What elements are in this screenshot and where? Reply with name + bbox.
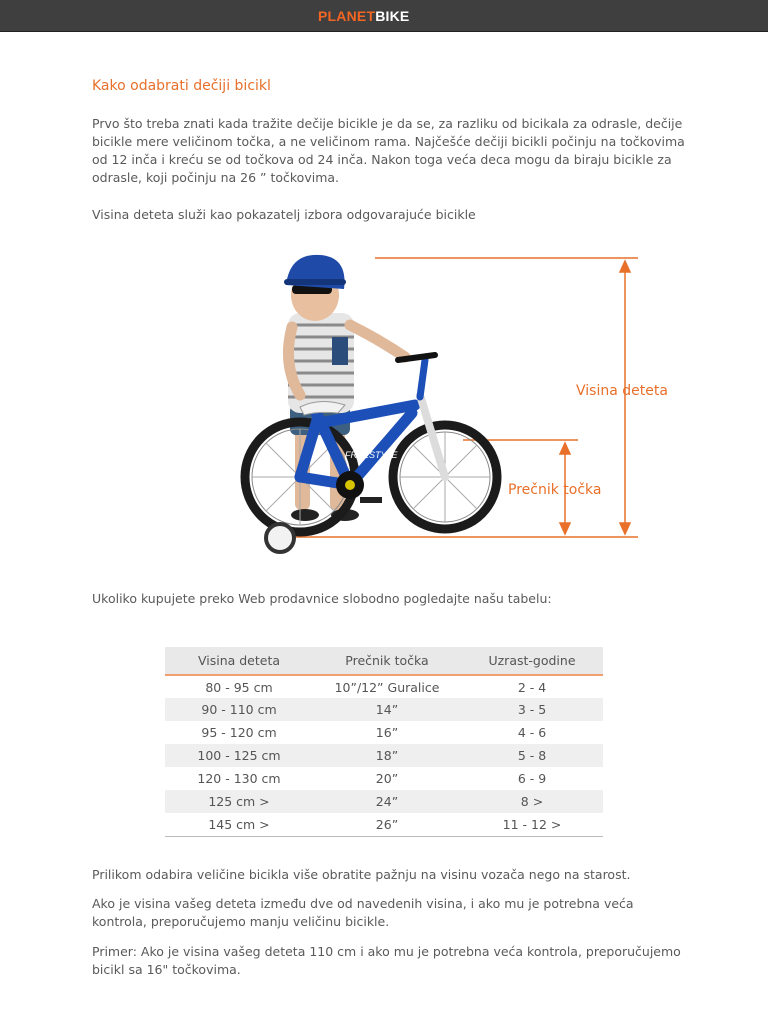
- cell-wheel: 14”: [313, 698, 461, 721]
- cell-age: 11 - 12 >: [461, 813, 603, 836]
- cell-age: 6 - 9: [517, 771, 547, 786]
- cell-height: 100 - 125 cm: [165, 744, 313, 767]
- table-header-row: [165, 647, 603, 675]
- bike-brand-text: FREESTYLE: [345, 450, 398, 460]
- cell-height: 80 - 95 cm: [205, 679, 273, 695]
- logo-part-bike: BIKE: [375, 8, 410, 24]
- child-height-label: Visina deteta: [576, 383, 668, 399]
- intro-paragraph: Prvo što treba znati kada tražite dečije bicikle je da se, za razliku od bicikala za odrasle, dečije bicikle mere veličinom točka, a ne veličinom rama. Najčešće dečiji bicikli počinju na točkovima od 12 inča i kreću se od točkova od 24 inča. Nakon toga veća deca mogu da biraju bicikle za odrasle, koji počinju na 26 ” točkovima.: [92, 116, 685, 185]
- cell-height: 125 cm >: [165, 790, 313, 813]
- column-header-wheel-diameter: Prečnik točka: [313, 647, 461, 675]
- column-header-age: Uzrast-godine: [461, 647, 603, 675]
- table-row: [165, 698, 603, 721]
- cell-wheel: 16”: [375, 725, 399, 740]
- note-example: Primer: Ako je visina vašeg deteta 110 cm i ako mu je potrebna veća kontrola, preporučujemo bicikl sa 16" točkovima.: [92, 944, 681, 977]
- table-row: [165, 790, 603, 813]
- page-title: Kako odabrati dečiji bicikl: [92, 78, 271, 94]
- table-row: [165, 744, 603, 767]
- top-bar: [0, 0, 768, 32]
- column-header-child-height: Visina deteta: [165, 647, 313, 675]
- cell-height: 145 cm >: [165, 813, 313, 836]
- cell-age: 5 - 8: [461, 744, 603, 767]
- note-between-sizes: Ako je visina vašeg deteta između dve od navedenih visina, i ako mu je potrebna veća kontrola, preporučujemo manju veličinu bicikle.: [92, 896, 634, 929]
- cell-age: 3 - 5: [461, 698, 603, 721]
- wheel-diameter-label: Prečnik točka: [508, 482, 602, 498]
- child-bike-measurement-figure: [220, 245, 680, 565]
- table-row: [165, 721, 603, 744]
- cell-age: 4 - 6: [517, 725, 547, 740]
- cell-age: 2 - 4: [517, 679, 547, 695]
- logo-part-planet: PLANET: [318, 8, 376, 24]
- cell-age: 8 >: [461, 790, 603, 813]
- cell-wheel: 26”: [313, 813, 461, 836]
- cell-height: 90 - 110 cm: [165, 698, 313, 721]
- cell-height: 120 - 130 cm: [197, 771, 281, 786]
- cell-wheel: 10”/12” Guralice: [334, 679, 440, 695]
- size-table: [165, 647, 603, 837]
- table-row: [165, 813, 603, 836]
- cell-height: 95 - 120 cm: [201, 725, 277, 740]
- cell-wheel: 18”: [313, 744, 461, 767]
- table-row: [165, 675, 603, 698]
- table-row: [165, 767, 603, 790]
- height-note: Visina deteta služi kao pokazatelj izbora odgovarajuće bicikle: [92, 207, 476, 222]
- child-with-bike-illustration: [220, 245, 680, 565]
- web-shop-note: Ukoliko kupujete preko Web prodavnice slobodno pogledajte našu tabelu:: [92, 591, 552, 606]
- cell-wheel: 24”: [313, 790, 461, 813]
- planetbike-logo[interactable]: [318, 8, 409, 24]
- cell-wheel: 20”: [375, 771, 399, 786]
- note-height-over-age: Prilikom odabira veličine bicikla više obratite pažnju na visinu vozača nego na starost.: [92, 867, 631, 882]
